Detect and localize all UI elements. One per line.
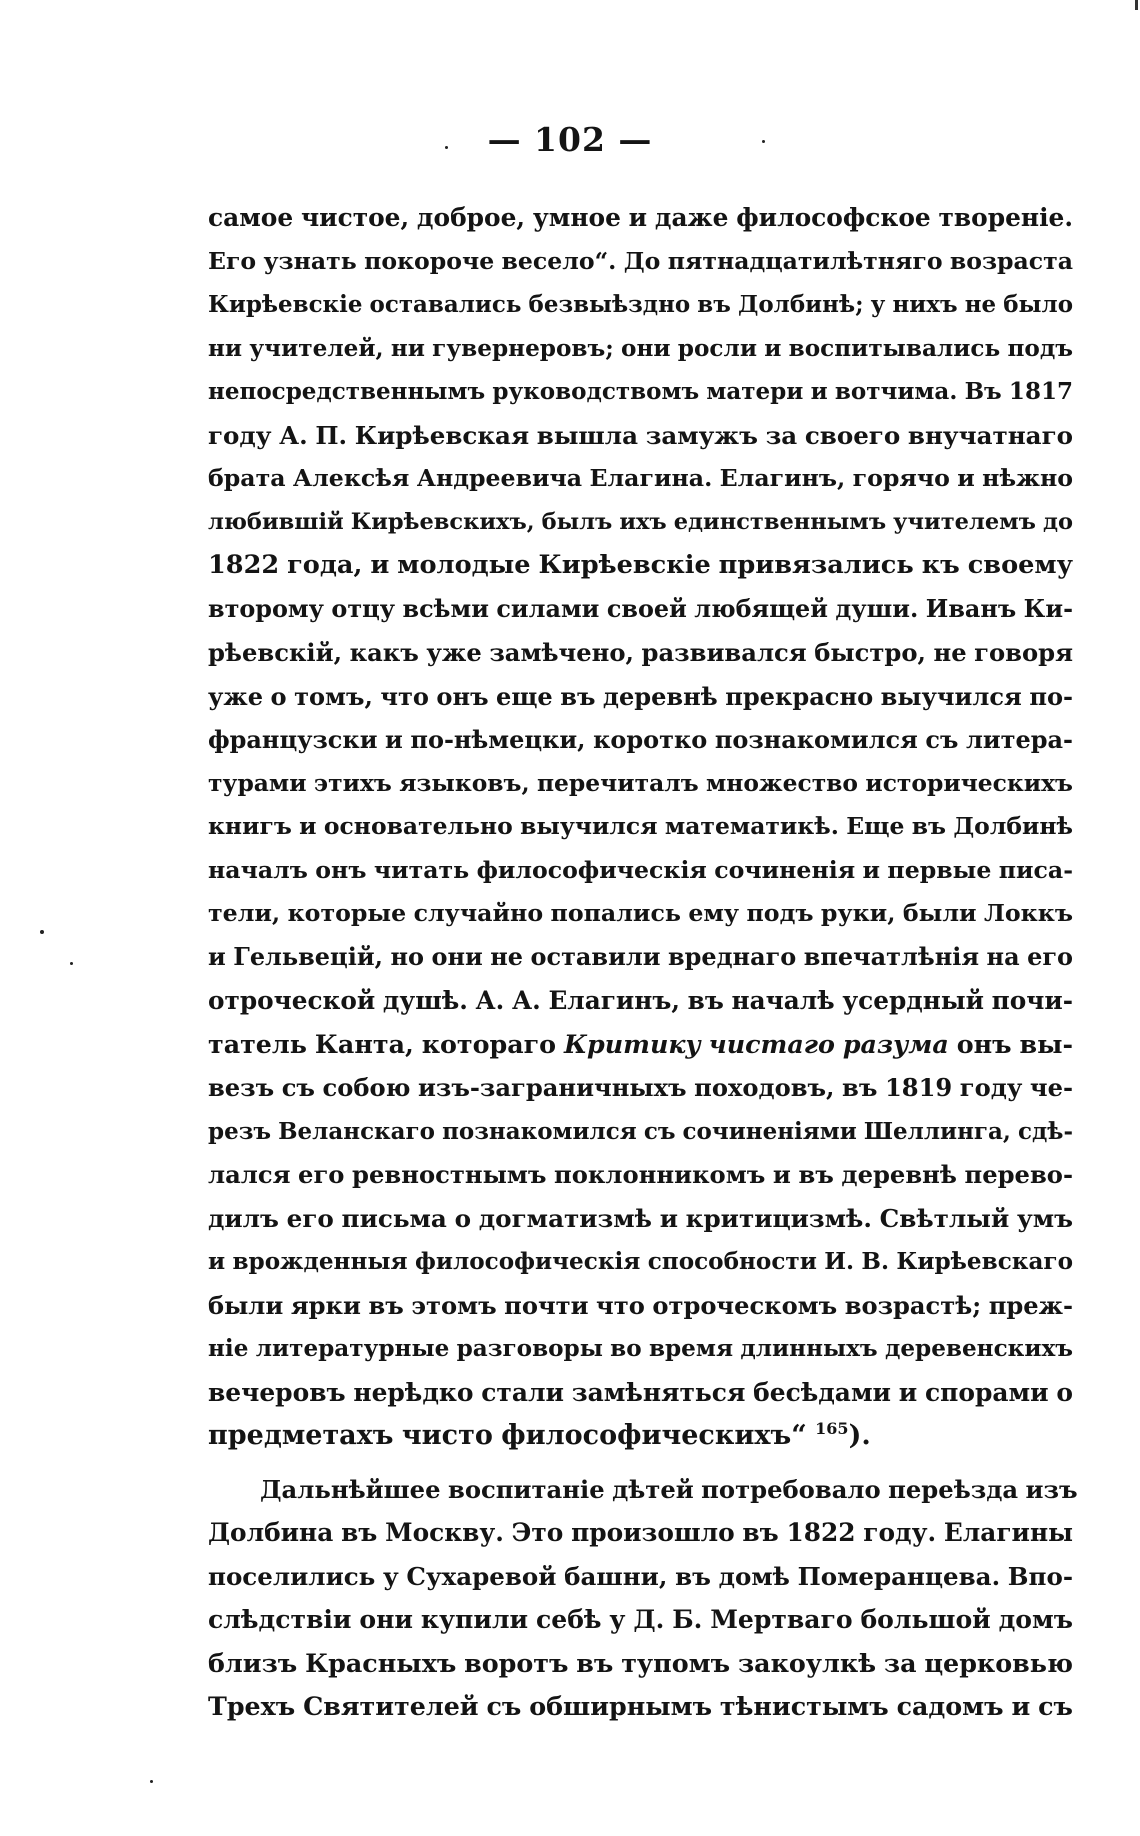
text-line: 1822 года, и молодые Кирѣевскiе привязались къ своему [208, 550, 1073, 580]
italic-book-title: Критику чистаго разума [564, 1028, 949, 1059]
text-line-with-footnote [208, 1414, 1073, 1458]
text-line: везъ съ собою изъ-заграничныхъ походовъ, въ 1819 году че- [208, 1073, 1073, 1102]
text-line: любившiй Кирѣевскихъ, былъ ихъ единственнымъ учителемъ до [208, 508, 1073, 535]
text-line: Трехъ Святителей съ обширнымъ тѣнистымъ садомъ и съ [208, 1691, 1073, 1721]
text-line: Кирѣевскiе оставались безвыѣздно въ Долбинѣ; у нихъ не было [208, 291, 1073, 318]
scan-edge-mark [1135, 0, 1138, 10]
text-line: второму отцу всѣми силами своей любящей души. Иванъ Ки- [208, 594, 1073, 623]
paragraph-1 [208, 196, 1073, 1458]
text-line: началъ онъ читать философическiя сочиненiя и первые писа- [208, 855, 1073, 884]
page-number: — 102 — [487, 120, 653, 159]
text-line: отроческой душѣ. А. А. Елагинъ, въ началѣ усердный почи- [208, 986, 1073, 1015]
text-line: и Гельвецiй, но они не оставили вреднаго впечатлѣнiя на его [208, 942, 1073, 971]
text-line: слѣдствiи они купили себѣ у Д. Б. Мертваго большой домъ [208, 1604, 1073, 1634]
text-line: рѣевскiй, какъ уже замѣчено, развивался быстро, не говоря [208, 638, 1073, 667]
text-line: резъ Веланскаго познакомился съ сочиненiями Шеллинга, сдѣ- [208, 1117, 1073, 1145]
text-line-with-italic [208, 1023, 1073, 1067]
text-line: близъ Красныхъ воротъ въ тупомъ закоулкѣ за церковью [208, 1647, 1073, 1678]
text-line: непосредственнымъ руководствомъ матери и вотчима. Въ 1817 [208, 378, 1073, 405]
text-line: тели, которые случайно попались ему подъ руки, были Локкъ [208, 899, 1073, 927]
text-line: нiе литературные разговоры во время длинныхъ деревенскихъ [208, 1335, 1073, 1362]
scan-speck [445, 146, 448, 149]
text-line: Дальнѣйшее воспитанiе дѣтей потребовало переѣзда изъ [260, 1474, 1078, 1504]
text-fragment: онъ вы- [956, 1028, 1073, 1059]
text-fragment: ). [848, 1420, 871, 1451]
text-line: турами этихъ языковъ, перечиталъ множество историческихъ [208, 768, 1073, 797]
text-fragment: предметахъ чисто философическихъ“ [208, 1420, 807, 1451]
text-line: самое чистое, доброе, умное и даже философское творенiе. [208, 203, 1073, 232]
text-line: французски и по-нѣмецки, коротко познакомился съ литера- [208, 725, 1073, 754]
text-line: поселились у Сухаревой башни, въ домѣ Померанцева. Впо- [208, 1561, 1073, 1591]
text-line: вечеровъ нерѣдко стали замѣняться бесѣдами и спорами о [208, 1377, 1073, 1407]
scan-speck [150, 1780, 153, 1783]
body-text [208, 196, 1078, 1729]
scan-speck [40, 930, 44, 934]
text-line: ни учителей, ни гувернеровъ; они росли и воспитывались подъ [208, 334, 1073, 362]
text-fragment: татель Канта, котораго [208, 1028, 557, 1059]
text-line: лался его ревностнымъ поклонникомъ и въ деревнѣ перево- [208, 1160, 1073, 1189]
text-line: были ярки въ этомъ почти что отроческомъ возрастѣ; преж- [208, 1290, 1073, 1320]
text-line: году А. П. Кирѣевская вышла замужъ за своего внучатнаго [208, 420, 1073, 450]
scan-speck [70, 962, 73, 965]
scan-speck [762, 140, 765, 143]
text-line: и врожденныя философическiя способности И. В. Кирѣевскаго [208, 1248, 1073, 1275]
text-line: Его узнать покороче весело“. До пятнадцатилѣтняго возраста [208, 246, 1073, 275]
text-line: уже о томъ, что онъ еще въ деревнѣ прекрасно выучился по- [208, 681, 1073, 711]
text-line: брата Алексѣя Андреевича Елагина. Елагинъ, горячо и нѣжно [208, 464, 1073, 492]
text-line: книгъ и основательно выучился математикѣ. Еще въ Долбинѣ [208, 812, 1073, 840]
footnote-marker: 165 [815, 1419, 849, 1438]
paragraph-2 [208, 1468, 1078, 1729]
text-line: Долбина въ Москву. Это произошло въ 1822 году. Елагины [208, 1518, 1073, 1547]
text-line: дилъ его письма о догматизмѣ и критицизмѣ. Свѣтлый умъ [208, 1203, 1073, 1233]
